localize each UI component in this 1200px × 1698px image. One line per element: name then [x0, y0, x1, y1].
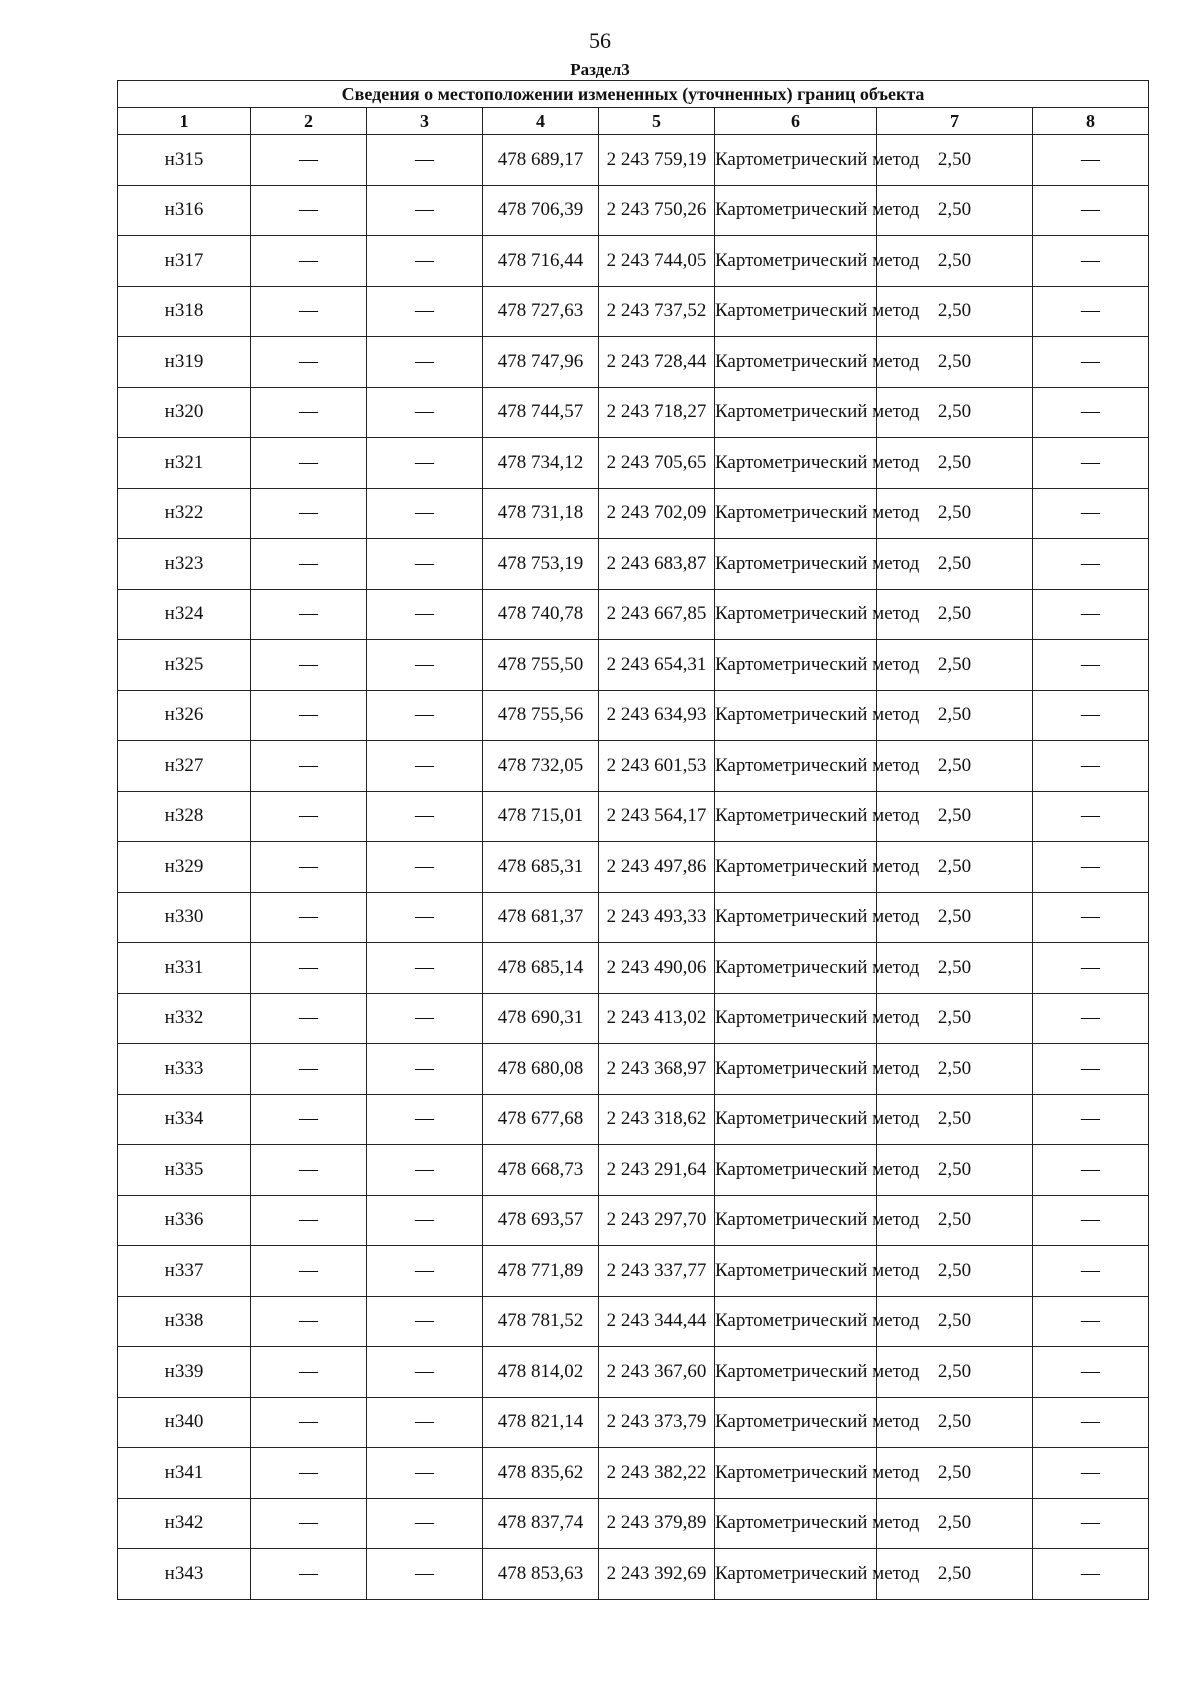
dash-cell: — — [367, 589, 483, 640]
dash-cell: — — [367, 387, 483, 438]
dash-cell: — — [1033, 842, 1149, 893]
point-id-cell: н336 — [118, 1195, 251, 1246]
accuracy-cell: 2,50 — [877, 185, 1033, 236]
dash-cell: — — [367, 1397, 483, 1448]
table-row — [118, 1195, 1149, 1246]
accuracy-cell: 2,50 — [877, 236, 1033, 287]
method-cell: Картометрический метод — [715, 185, 877, 236]
dash-cell: — — [1033, 185, 1149, 236]
method-cell: Картометрический метод — [715, 1145, 877, 1196]
table-title: Сведения о местоположении измененных (уточненных) границ объекта — [118, 81, 1149, 108]
dash-cell: — — [1033, 1549, 1149, 1600]
y-coordinate-cell: 2 243 683,87 — [599, 539, 715, 590]
x-coordinate-cell: 478 734,12 — [483, 438, 599, 489]
table-row — [118, 135, 1149, 186]
table-row — [118, 1397, 1149, 1448]
x-coordinate-cell: 478 747,96 — [483, 337, 599, 388]
point-id-cell: н316 — [118, 185, 251, 236]
point-id-cell: н321 — [118, 438, 251, 489]
x-coordinate-cell: 478 668,73 — [483, 1145, 599, 1196]
dash-cell: — — [367, 1246, 483, 1297]
accuracy-cell: 2,50 — [877, 1246, 1033, 1297]
y-coordinate-cell: 2 243 493,33 — [599, 892, 715, 943]
method-cell: Картометрический метод — [715, 943, 877, 994]
table-body — [118, 135, 1149, 1600]
y-coordinate-cell: 2 243 654,31 — [599, 640, 715, 691]
table-row — [118, 539, 1149, 590]
y-coordinate-cell: 2 243 601,53 — [599, 741, 715, 792]
x-coordinate-cell: 478 740,78 — [483, 589, 599, 640]
table-row — [118, 1549, 1149, 1600]
table-row — [118, 640, 1149, 691]
point-id-cell: н317 — [118, 236, 251, 287]
x-coordinate-cell: 478 693,57 — [483, 1195, 599, 1246]
x-coordinate-cell: 478 755,50 — [483, 640, 599, 691]
y-coordinate-cell: 2 243 564,17 — [599, 791, 715, 842]
point-id-cell: н319 — [118, 337, 251, 388]
accuracy-cell: 2,50 — [877, 1145, 1033, 1196]
dash-cell: — — [251, 993, 367, 1044]
point-id-cell: н335 — [118, 1145, 251, 1196]
table-row — [118, 1498, 1149, 1549]
accuracy-cell: 2,50 — [877, 337, 1033, 388]
dash-cell: — — [251, 791, 367, 842]
method-cell: Картометрический метод — [715, 286, 877, 337]
dash-cell: — — [367, 1347, 483, 1398]
point-id-cell: н329 — [118, 842, 251, 893]
x-coordinate-cell: 478 677,68 — [483, 1094, 599, 1145]
x-coordinate-cell: 478 706,39 — [483, 185, 599, 236]
point-id-cell: н338 — [118, 1296, 251, 1347]
point-id-cell: н333 — [118, 1044, 251, 1095]
y-coordinate-cell: 2 243 379,89 — [599, 1498, 715, 1549]
x-coordinate-cell: 478 744,57 — [483, 387, 599, 438]
method-cell: Картометрический метод — [715, 993, 877, 1044]
y-coordinate-cell: 2 243 337,77 — [599, 1246, 715, 1297]
method-cell: Картометрический метод — [715, 791, 877, 842]
accuracy-cell: 2,50 — [877, 539, 1033, 590]
y-coordinate-cell: 2 243 413,02 — [599, 993, 715, 1044]
dash-cell: — — [251, 286, 367, 337]
column-number: 8 — [1033, 108, 1149, 135]
coordinates-table — [117, 80, 1149, 1600]
dash-cell: — — [251, 1195, 367, 1246]
dash-cell: — — [251, 640, 367, 691]
point-id-cell: н324 — [118, 589, 251, 640]
x-coordinate-cell: 478 853,63 — [483, 1549, 599, 1600]
method-cell: Картометрический метод — [715, 1094, 877, 1145]
point-id-cell: н322 — [118, 488, 251, 539]
table-row — [118, 1246, 1149, 1297]
dash-cell: — — [251, 842, 367, 893]
method-cell: Картометрический метод — [715, 387, 877, 438]
dash-cell: — — [367, 741, 483, 792]
x-coordinate-cell: 478 731,18 — [483, 488, 599, 539]
accuracy-cell: 2,50 — [877, 1397, 1033, 1448]
y-coordinate-cell: 2 243 702,09 — [599, 488, 715, 539]
accuracy-cell: 2,50 — [877, 488, 1033, 539]
dash-cell: — — [251, 1498, 367, 1549]
section-label: Раздел3 — [570, 60, 630, 79]
dash-cell: — — [251, 1296, 367, 1347]
accuracy-cell: 2,50 — [877, 892, 1033, 943]
accuracy-cell: 2,50 — [877, 690, 1033, 741]
accuracy-cell: 2,50 — [877, 1347, 1033, 1398]
dash-cell: — — [251, 943, 367, 994]
table-row — [118, 943, 1149, 994]
y-coordinate-cell: 2 243 318,62 — [599, 1094, 715, 1145]
dash-cell: — — [367, 1549, 483, 1600]
point-id-cell: н342 — [118, 1498, 251, 1549]
x-coordinate-cell: 478 685,14 — [483, 943, 599, 994]
method-cell: Картометрический метод — [715, 640, 877, 691]
dash-cell: — — [1033, 943, 1149, 994]
y-coordinate-cell: 2 243 373,79 — [599, 1397, 715, 1448]
dash-cell: — — [367, 791, 483, 842]
point-id-cell: н327 — [118, 741, 251, 792]
dash-cell: — — [1033, 1397, 1149, 1448]
x-coordinate-cell: 478 755,56 — [483, 690, 599, 741]
dash-cell: — — [251, 135, 367, 186]
y-coordinate-cell: 2 243 718,27 — [599, 387, 715, 438]
dash-cell: — — [367, 1044, 483, 1095]
point-id-cell: н341 — [118, 1448, 251, 1499]
dash-cell: — — [1033, 337, 1149, 388]
table-row — [118, 1094, 1149, 1145]
table-row — [118, 842, 1149, 893]
y-coordinate-cell: 2 243 759,19 — [599, 135, 715, 186]
method-cell: Картометрический метод — [715, 1549, 877, 1600]
dash-cell: — — [367, 1448, 483, 1499]
point-id-cell: н343 — [118, 1549, 251, 1600]
table-row — [118, 993, 1149, 1044]
column-number: 1 — [118, 108, 251, 135]
x-coordinate-cell: 478 814,02 — [483, 1347, 599, 1398]
y-coordinate-cell: 2 243 291,64 — [599, 1145, 715, 1196]
table-row — [118, 286, 1149, 337]
method-cell: Картометрический метод — [715, 589, 877, 640]
table-row — [118, 438, 1149, 489]
table-row — [118, 1145, 1149, 1196]
dash-cell: — — [251, 387, 367, 438]
table-row — [118, 892, 1149, 943]
y-coordinate-cell: 2 243 737,52 — [599, 286, 715, 337]
dash-cell: — — [1033, 640, 1149, 691]
method-cell: Картометрический метод — [715, 1044, 877, 1095]
point-id-cell: н334 — [118, 1094, 251, 1145]
column-number: 4 — [483, 108, 599, 135]
point-id-cell: н325 — [118, 640, 251, 691]
x-coordinate-cell: 478 716,44 — [483, 236, 599, 287]
accuracy-cell: 2,50 — [877, 589, 1033, 640]
table-row — [118, 236, 1149, 287]
dash-cell: — — [251, 1549, 367, 1600]
dash-cell: — — [251, 892, 367, 943]
dash-cell: — — [367, 1094, 483, 1145]
column-number: 5 — [599, 108, 715, 135]
dash-cell: — — [367, 337, 483, 388]
table-row — [118, 741, 1149, 792]
dash-cell: — — [251, 1347, 367, 1398]
dash-cell: — — [251, 1145, 367, 1196]
dash-cell: — — [367, 185, 483, 236]
dash-cell: — — [1033, 1448, 1149, 1499]
accuracy-cell: 2,50 — [877, 842, 1033, 893]
method-cell: Картометрический метод — [715, 1296, 877, 1347]
y-coordinate-cell: 2 243 368,97 — [599, 1044, 715, 1095]
point-id-cell: н328 — [118, 791, 251, 842]
y-coordinate-cell: 2 243 744,05 — [599, 236, 715, 287]
point-id-cell: н340 — [118, 1397, 251, 1448]
dash-cell: — — [1033, 1094, 1149, 1145]
method-cell: Картометрический метод — [715, 488, 877, 539]
table-row — [118, 387, 1149, 438]
dash-cell: — — [1033, 387, 1149, 438]
dash-cell: — — [1033, 539, 1149, 590]
point-id-cell: н315 — [118, 135, 251, 186]
table-row — [118, 589, 1149, 640]
column-number: 7 — [877, 108, 1033, 135]
x-coordinate-cell: 478 732,05 — [483, 741, 599, 792]
dash-cell: — — [367, 1296, 483, 1347]
dash-cell: — — [367, 993, 483, 1044]
dash-cell: — — [367, 1195, 483, 1246]
method-cell: Картометрический метод — [715, 842, 877, 893]
x-coordinate-cell: 478 753,19 — [483, 539, 599, 590]
table-row — [118, 1044, 1149, 1095]
dash-cell: — — [1033, 589, 1149, 640]
dash-cell: — — [1033, 1296, 1149, 1347]
dash-cell: — — [251, 1246, 367, 1297]
accuracy-cell: 2,50 — [877, 640, 1033, 691]
x-coordinate-cell: 478 715,01 — [483, 791, 599, 842]
accuracy-cell: 2,50 — [877, 1044, 1033, 1095]
table-row — [118, 488, 1149, 539]
x-coordinate-cell: 478 690,31 — [483, 993, 599, 1044]
dash-cell: — — [1033, 791, 1149, 842]
dash-cell: — — [1033, 741, 1149, 792]
method-cell: Картометрический метод — [715, 135, 877, 186]
dash-cell: — — [251, 1397, 367, 1448]
y-coordinate-cell: 2 243 667,85 — [599, 589, 715, 640]
dash-cell: — — [367, 488, 483, 539]
method-cell: Картометрический метод — [715, 1195, 877, 1246]
point-id-cell: н339 — [118, 1347, 251, 1398]
y-coordinate-cell: 2 243 490,06 — [599, 943, 715, 994]
x-coordinate-cell: 478 821,14 — [483, 1397, 599, 1448]
accuracy-cell: 2,50 — [877, 387, 1033, 438]
dash-cell: — — [1033, 286, 1149, 337]
dash-cell: — — [1033, 488, 1149, 539]
point-id-cell: н323 — [118, 539, 251, 590]
accuracy-cell: 2,50 — [877, 993, 1033, 1044]
dash-cell: — — [367, 640, 483, 691]
method-cell: Картометрический метод — [715, 337, 877, 388]
dash-cell: — — [251, 1094, 367, 1145]
y-coordinate-cell: 2 243 367,60 — [599, 1347, 715, 1398]
y-coordinate-cell: 2 243 392,69 — [599, 1549, 715, 1600]
accuracy-cell: 2,50 — [877, 943, 1033, 994]
y-coordinate-cell: 2 243 497,86 — [599, 842, 715, 893]
column-number: 6 — [715, 108, 877, 135]
y-coordinate-cell: 2 243 750,26 — [599, 185, 715, 236]
y-coordinate-cell: 2 243 382,22 — [599, 1448, 715, 1499]
x-coordinate-cell: 478 727,63 — [483, 286, 599, 337]
y-coordinate-cell: 2 243 705,65 — [599, 438, 715, 489]
method-cell: Картометрический метод — [715, 236, 877, 287]
method-cell: Картометрический метод — [715, 690, 877, 741]
accuracy-cell: 2,50 — [877, 741, 1033, 792]
dash-cell: — — [251, 539, 367, 590]
method-cell: Картометрический метод — [715, 1448, 877, 1499]
method-cell: Картометрический метод — [715, 892, 877, 943]
dash-cell: — — [1033, 892, 1149, 943]
column-number: 2 — [251, 108, 367, 135]
x-coordinate-cell: 478 781,52 — [483, 1296, 599, 1347]
dash-cell: — — [367, 892, 483, 943]
x-coordinate-cell: 478 685,31 — [483, 842, 599, 893]
x-coordinate-cell: 478 689,17 — [483, 135, 599, 186]
accuracy-cell: 2,50 — [877, 791, 1033, 842]
dash-cell: — — [251, 589, 367, 640]
x-coordinate-cell: 478 771,89 — [483, 1246, 599, 1297]
dash-cell: — — [367, 1498, 483, 1549]
y-coordinate-cell: 2 243 344,44 — [599, 1296, 715, 1347]
dash-cell: — — [251, 185, 367, 236]
dash-cell: — — [367, 438, 483, 489]
accuracy-cell: 2,50 — [877, 1195, 1033, 1246]
method-cell: Картометрический метод — [715, 539, 877, 590]
dash-cell: — — [367, 236, 483, 287]
dash-cell: — — [1033, 1347, 1149, 1398]
column-number: 3 — [367, 108, 483, 135]
dash-cell: — — [251, 488, 367, 539]
dash-cell: — — [367, 943, 483, 994]
dash-cell: — — [1033, 438, 1149, 489]
point-id-cell: н337 — [118, 1246, 251, 1297]
dash-cell: — — [251, 690, 367, 741]
accuracy-cell: 2,50 — [877, 1448, 1033, 1499]
y-coordinate-cell: 2 243 634,93 — [599, 690, 715, 741]
dash-cell: — — [251, 1044, 367, 1095]
point-id-cell: н331 — [118, 943, 251, 994]
dash-cell: — — [367, 135, 483, 186]
accuracy-cell: 2,50 — [877, 1296, 1033, 1347]
dash-cell: — — [1033, 993, 1149, 1044]
dash-cell: — — [1033, 1145, 1149, 1196]
accuracy-cell: 2,50 — [877, 135, 1033, 186]
point-id-cell: н332 — [118, 993, 251, 1044]
accuracy-cell: 2,50 — [877, 1549, 1033, 1600]
table-row — [118, 1296, 1149, 1347]
method-cell: Картометрический метод — [715, 1246, 877, 1297]
dash-cell: — — [1033, 690, 1149, 741]
dash-cell: — — [251, 741, 367, 792]
method-cell: Картометрический метод — [715, 1498, 877, 1549]
table-row — [118, 337, 1149, 388]
method-cell: Картометрический метод — [715, 741, 877, 792]
table-row — [118, 1448, 1149, 1499]
dash-cell: — — [1033, 1195, 1149, 1246]
x-coordinate-cell: 478 681,37 — [483, 892, 599, 943]
dash-cell: — — [1033, 1044, 1149, 1095]
accuracy-cell: 2,50 — [877, 1094, 1033, 1145]
table-row — [118, 690, 1149, 741]
dash-cell: — — [251, 337, 367, 388]
accuracy-cell: 2,50 — [877, 286, 1033, 337]
dash-cell: — — [251, 1448, 367, 1499]
x-coordinate-cell: 478 835,62 — [483, 1448, 599, 1499]
dash-cell: — — [1033, 1246, 1149, 1297]
dash-cell: — — [367, 286, 483, 337]
dash-cell: — — [367, 842, 483, 893]
dash-cell: — — [367, 1145, 483, 1196]
table-row — [118, 1347, 1149, 1398]
accuracy-cell: 2,50 — [877, 438, 1033, 489]
table-row — [118, 791, 1149, 842]
point-id-cell: н326 — [118, 690, 251, 741]
table-row — [118, 185, 1149, 236]
dash-cell: — — [367, 539, 483, 590]
method-cell: Картометрический метод — [715, 1397, 877, 1448]
dash-cell: — — [1033, 1498, 1149, 1549]
x-coordinate-cell: 478 837,74 — [483, 1498, 599, 1549]
accuracy-cell: 2,50 — [877, 1498, 1033, 1549]
y-coordinate-cell: 2 243 728,44 — [599, 337, 715, 388]
point-id-cell: н330 — [118, 892, 251, 943]
y-coordinate-cell: 2 243 297,70 — [599, 1195, 715, 1246]
dash-cell: — — [251, 438, 367, 489]
dash-cell: — — [1033, 236, 1149, 287]
dash-cell: — — [367, 690, 483, 741]
column-number-row — [118, 108, 1149, 135]
method-cell: Картометрический метод — [715, 1347, 877, 1398]
page-number: 56 — [589, 28, 611, 53]
dash-cell: — — [1033, 135, 1149, 186]
method-cell: Картометрический метод — [715, 438, 877, 489]
point-id-cell: н318 — [118, 286, 251, 337]
dash-cell: — — [251, 236, 367, 287]
x-coordinate-cell: 478 680,08 — [483, 1044, 599, 1095]
point-id-cell: н320 — [118, 387, 251, 438]
